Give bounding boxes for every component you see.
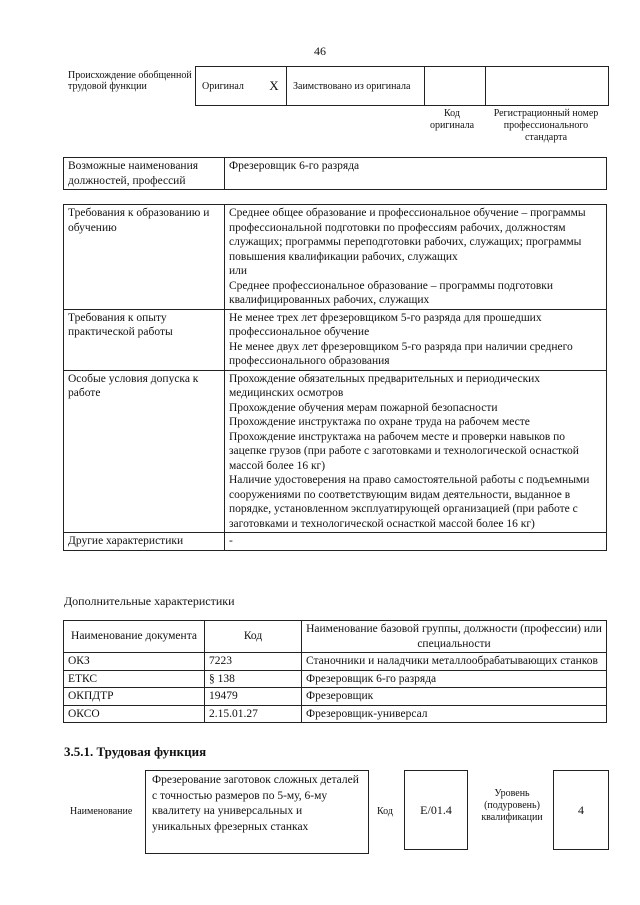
other-value: - [225,533,607,551]
positions-value: Фрезеровщик 6-го разряда [225,158,607,190]
other-label: Другие характеристики [64,533,225,551]
group-cell: Станочники и наладчики металлообрабатывающих станков [302,653,607,671]
origin-table [195,66,609,106]
special-line: Прохождение инструктажа по охране труда на рабочем месте [229,416,530,428]
additional-table [63,620,607,723]
positions-label: Возможные наименования должностей, профессий [64,158,225,190]
code-cell: 19479 [205,688,302,706]
education-line: или [229,265,248,277]
labor-function-level: 4 [553,770,609,850]
origin-label: Происхождение обобщенной трудовой функции [68,70,192,92]
group-cell: Фрезеровщик [302,688,607,706]
header-code: Код [205,621,302,653]
origin-code-cell [425,67,486,106]
group-cell: Фрезеровщик-универсал [302,705,607,723]
special-line: Наличие удостоверения на право самостоятельной работы с подъемными сооружениями по соответствующим видам деятельности, выданное в порядке, установленном эксплуатирующей организацией (при работе с заготовками и технологической оснасткой массой более 16 кг) [229,474,590,530]
table-row [64,670,607,688]
labor-function-name: Фрезерование заготовок сложных деталей с точностью размеров по 5-му, 6-му квалитету на универсальных и уникальных фрезерных станках [145,770,369,854]
table-row [64,705,607,723]
labor-function-level-label: Уровень (подуровень) квалификации [481,788,543,823]
code-cell: § 138 [205,670,302,688]
education-label: Требования к образованию и обучению [64,205,225,310]
code-cell: 2.15.01.27 [205,705,302,723]
header-group: Наименование базовой группы, должности (профессии) или специальности [302,621,607,653]
doc-cell: ОКПДТР [64,688,205,706]
education-value [225,205,607,310]
labor-function-name-label: Наименование [70,806,133,817]
labor-function-title: 3.5.1. Трудовая функция [64,744,207,759]
origin-code-caption: Код оригинала [429,108,475,131]
origin-original-mark: X [262,67,287,106]
doc-cell: ОКСО [64,705,205,723]
table-row [64,688,607,706]
experience-value [225,309,607,370]
experience-label: Требования к опыту практической работы [64,309,225,370]
experience-line: Не менее двух лет фрезеровщиком 5-го разряда при наличии среднего профессионального образования [229,340,573,367]
origin-original: Оригинал [196,67,263,106]
table-row [64,653,607,671]
labor-function-code: E/01.4 [404,770,468,850]
labor-function-code-label: Код [377,806,393,817]
origin-borrowed: Заимствовано из оригинала [287,67,425,106]
special-line: Прохождение обязательных предварительных и периодических медицинских осмотров [229,372,541,399]
education-line: Среднее общее образование и профессиональное обучение – программы профессиональной подготовки по профессиям рабочих, должностям служащих; программы переподготовки рабочих, служащих; программы повышения квалификации рабочих, служащих [229,207,586,263]
origin-reg-cell [486,67,609,106]
doc-cell: ЕТКС [64,670,205,688]
special-value [225,370,607,533]
special-label: Особые условия допуска к работе [64,370,225,533]
doc-cell: ОКЗ [64,653,205,671]
header-document: Наименование документа [64,621,205,653]
education-line: Среднее профессиональное образование – программы подготовки квалифицированных рабочих, служащих [229,279,554,306]
code-cell: 7223 [205,653,302,671]
special-line: Прохождение инструктажа на рабочем месте и проверки навыков по зацепке грузов (при работе с заготовками и технологической оснасткой массой более 16 кг) [229,430,579,472]
requirements-table [63,204,607,551]
special-line: Прохождение обучения мерам пожарной безопасности [229,401,498,414]
positions-table [63,157,607,190]
group-cell: Фрезеровщик 6-го разряда [302,670,607,688]
additional-title: Дополнительные характеристики [64,594,235,608]
page-number: 46 [314,44,326,58]
origin-reg-caption: Регистрационный номер профессионального стандарта [493,108,599,143]
experience-line: Не менее трех лет фрезеровщиком 5-го разряда для прошедших профессиональное обучение [229,311,542,338]
